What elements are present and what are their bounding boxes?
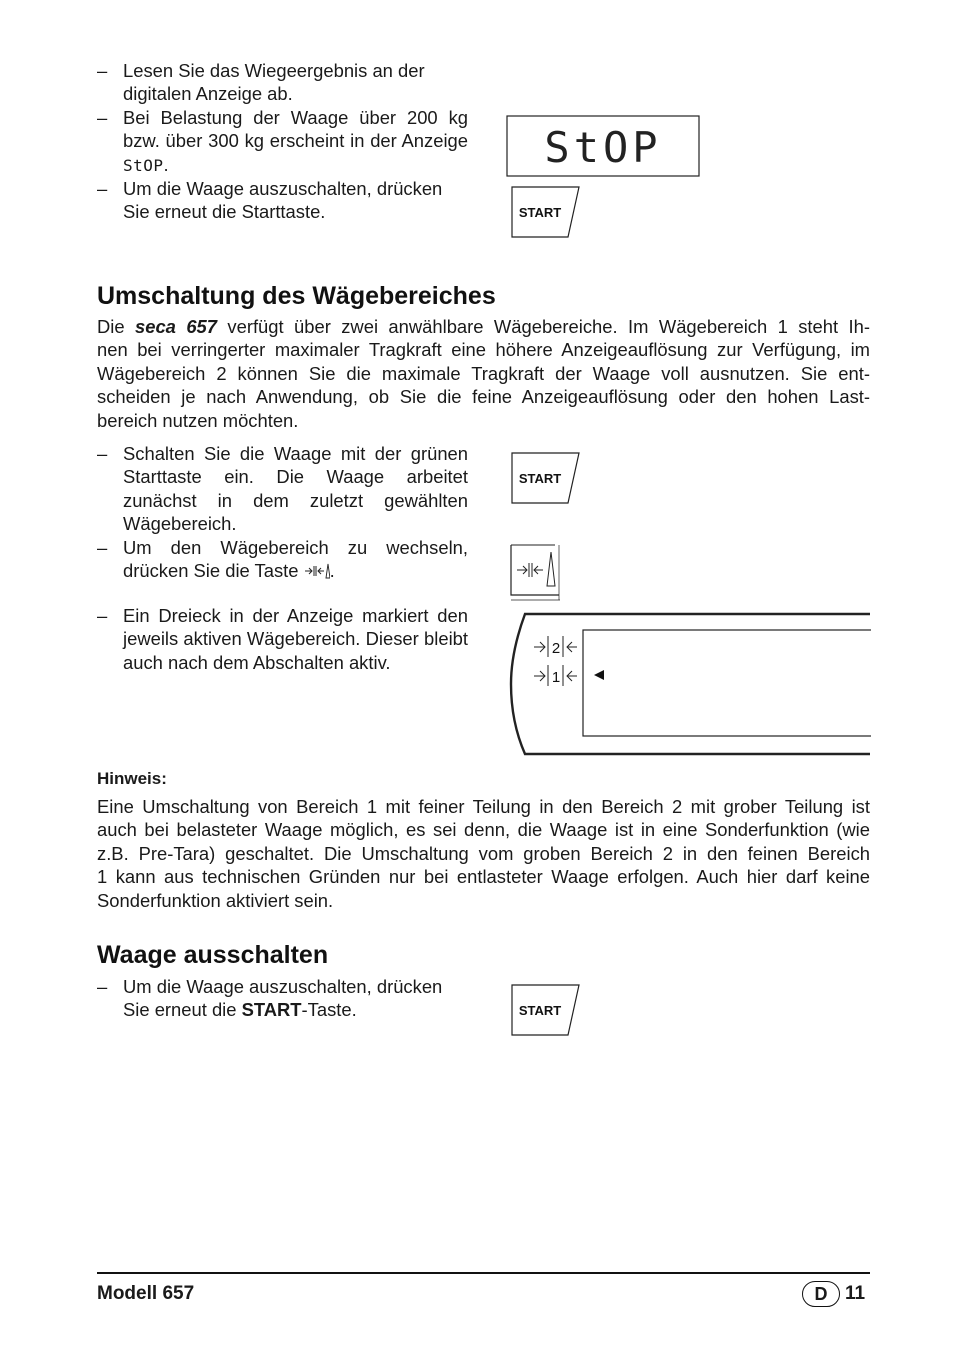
stop-display (506, 115, 700, 177)
note-title: Hinweis: (97, 769, 167, 788)
range-display (507, 612, 871, 758)
svg-text:START: START (518, 1003, 562, 1018)
list-item: – Ein Dreieck in der Anzeige markiert den jeweils aktiven Wägebereich. Dieser bleibt auch nach dem Abschalten aktiv. (97, 605, 468, 673)
footer-model: Modell 657 (97, 1283, 195, 1304)
list-item-text: Um die Waage auszuschalten, drücken Sie erneut die START-Taste. (123, 976, 443, 1021)
footer-page-marker (802, 1281, 870, 1307)
note-paragraph: Eine Umschaltung von Bereich 1 mit feiner Teilung in den Bereich 2 mit grober Teilung ist auch bei belasteter Waage möglich, es sei denn, die Waage ist in eine Sonderfunktion (wie z.B. Pre-Tara) geschaltet. Die Umschaltung vom groben Bereich 2 in den feinen Bereich 1 kann aus technischen Gründen nur bei entlasteter Waage erfolgen. Auch hier darf keine Sonderfunktion aktiviert sein. (97, 796, 870, 911)
stop-display-word: StOP (123, 155, 164, 175)
list-item-text: Bei Belastung der Waage über 200 kg bzw. über 300 kg erscheint in der Anzeige StOP. (123, 107, 468, 175)
range-2-label: 2 (551, 640, 561, 657)
svg-text:START: START (518, 471, 562, 486)
list-item-text: Um den Wägebereich zu wechseln, drücken Sie die Taste . (123, 537, 468, 582)
list-item: – Um die Waage auszuschalten, drücken Sie erneut die START-Taste. (97, 975, 468, 1022)
stop-display-text: StOP (544, 123, 662, 172)
start-key-icon (511, 984, 581, 1036)
list-item: – Schalten Sie die Waage mit der grünen Starttaste ein. Die Waage arbeitet zunächst in dem zuletzt gewählten Wägebereich. (97, 443, 468, 535)
section-heading: Waage ausschalten (97, 941, 329, 969)
list-item: – Um den Wägebereich zu wechseln, drücken Sie die Taste . (97, 537, 468, 582)
intro-paragraph: Die seca 657 verfügt über zwei anwählbare Wägebereiche. Im Wägebereich 1 steht Ih- nen bei verringerter maximaler Tragkraft eine höhere Anzeigeauflösung zur Verfügung, im Wägebereich 2 können Sie die maximale Tragkraft der Waage voll ausnutzen. Sie ent- scheiden je nach Anwendung, ob Sie die feine Anzeigeauflösung oder den hohen Last- bereich nutzen möchten. (97, 316, 870, 431)
list-item: – Bei Belastung der Waage über 200 kg bzw. über 300 kg erscheint in der Anzeige StOP. (97, 106, 468, 177)
start-key-icon (511, 186, 581, 238)
list-item-text: Schalten Sie die Waage mit der grünen Starttaste ein. Die Waage arbeitet zunächst in dem zuletzt gewählten Wägebereich. (123, 443, 468, 535)
model-name: seca 657 (135, 316, 217, 337)
range-switch-icon (304, 562, 330, 580)
section-heading: Umschaltung des Wägebereiches (97, 282, 496, 310)
range-1-label: 1 (551, 669, 561, 686)
list-item-text: Lesen Sie das Wiegeergebnis an der digitalen Anzeige ab. (123, 60, 425, 105)
range-switch-key-icon (510, 544, 562, 604)
list-item: – Um die Waage auszuschalten, drücken Sie erneut die Starttaste. (97, 177, 468, 224)
language-badge: D (802, 1281, 840, 1307)
page-number: 11 (845, 1283, 866, 1304)
list-item-text: Ein Dreieck in der Anzeige markiert den jeweils aktiven Wägebereich. Dieser bleibt auch nach dem Abschalten aktiv. (123, 605, 468, 673)
list-item: – Lesen Sie das Wiegeergebnis an der digitalen Anzeige ab. (97, 59, 468, 106)
start-key-icon (511, 452, 581, 504)
list-item-text: Um die Waage auszuschalten, drücken Sie erneut die Starttaste. (123, 178, 443, 223)
footer-rule (97, 1272, 870, 1274)
svg-text:START: START (518, 205, 562, 220)
